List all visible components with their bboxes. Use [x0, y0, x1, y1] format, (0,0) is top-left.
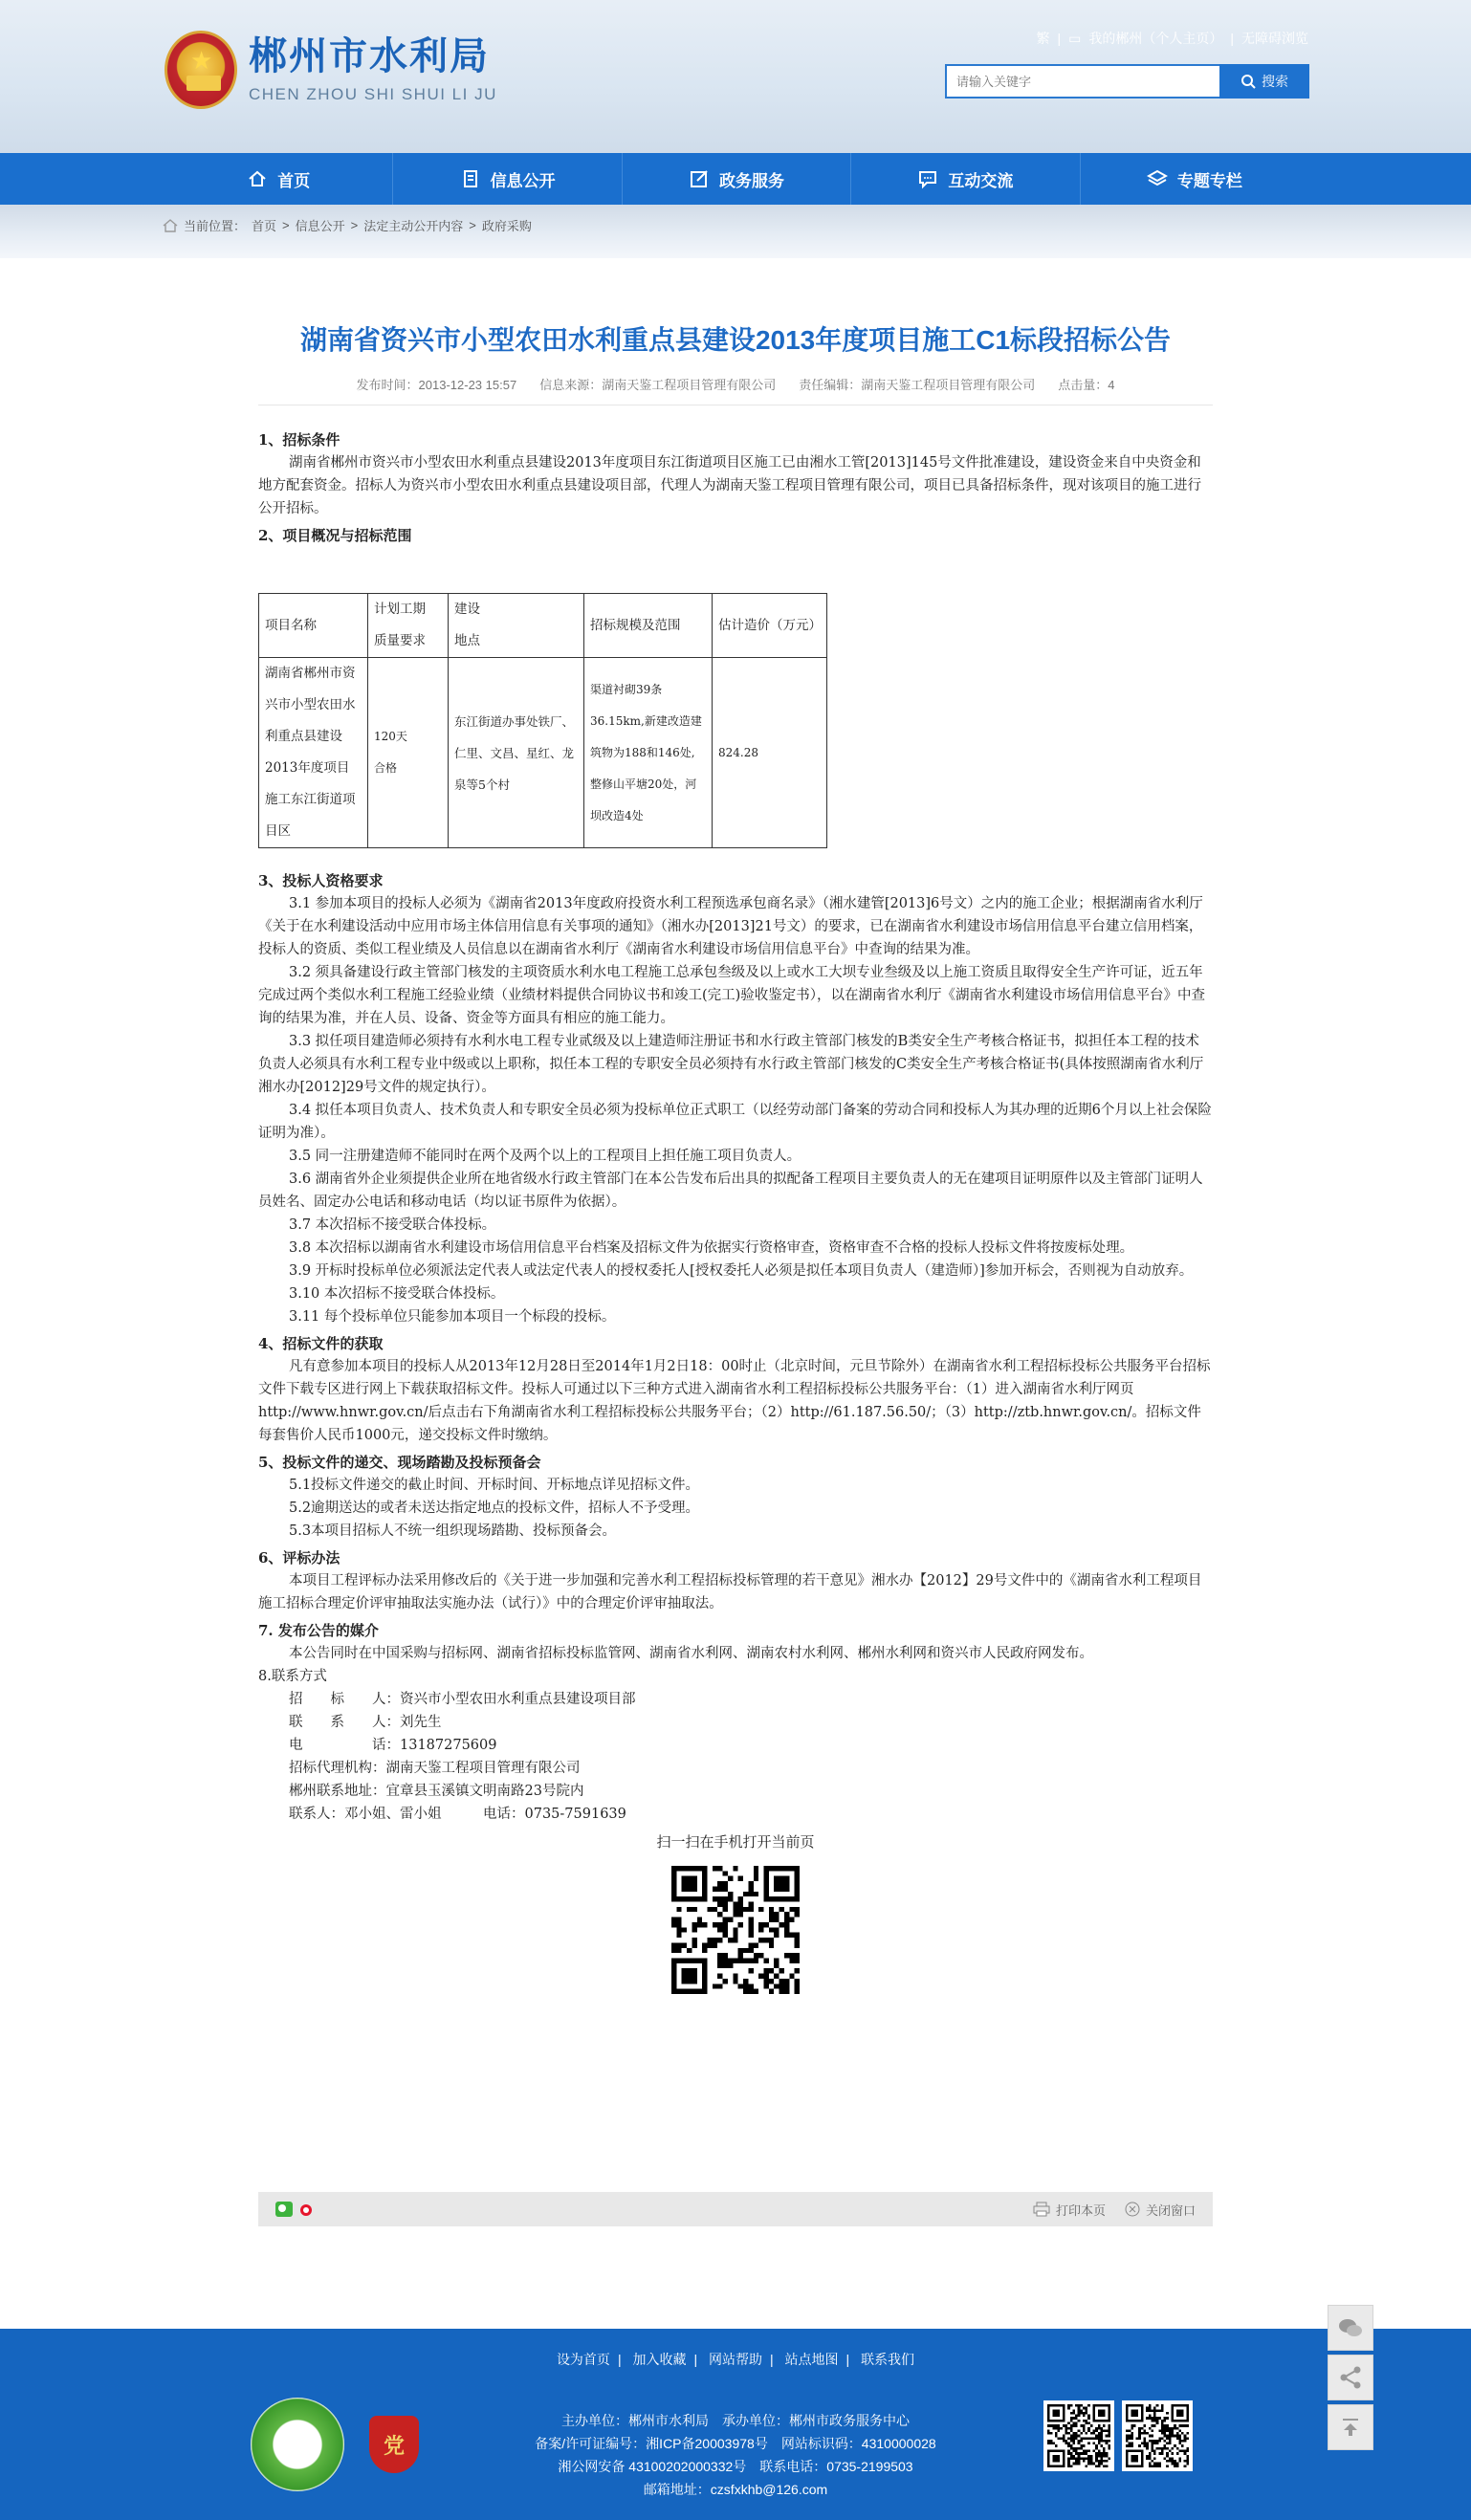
close-icon [1125, 2202, 1140, 2217]
paragraph: 3.7 本次招标不接受联合体投标。 [289, 1217, 496, 1233]
paragraph: 3.8 本次招标以湖南省水利建设市场信用信息平台档案及招标文件为依据实行资格审查，资格审查不合格的投标人投标文件将按废标处理。 [289, 1240, 1134, 1256]
toolbar-actions [1033, 2201, 1196, 2219]
breadcrumb-link-procurement[interactable]: 政府采购 [481, 219, 532, 233]
print-label: 打印本页 [1055, 2202, 1106, 2218]
breadcrumb [163, 216, 532, 234]
breadcrumb-link-legal[interactable]: 法定主动公开内容 [363, 219, 464, 233]
close-window-button[interactable] [1125, 2201, 1196, 2219]
document-icon [460, 168, 481, 189]
national-emblem-icon: ★ [165, 31, 237, 109]
section-heading: 5、投标文件的递交、现场踏勘及投标预备会 [258, 1454, 541, 1471]
article-title: 湖南省资兴市小型农田水利重点县建设2013年度项目施工C1标段招标公告 [299, 325, 1172, 355]
footer-link-homepage[interactable]: 设为首页 [556, 2352, 610, 2367]
qr-label: 扫一扫在手机打开当前页 [656, 1834, 815, 1851]
section-heading: 6、评标办法 [258, 1549, 340, 1567]
site-name [249, 35, 497, 104]
table-header-row [259, 594, 827, 658]
section-heading: 4、招标文件的获取 [258, 1335, 384, 1352]
traditional-chinese-link[interactable]: 繁 [1036, 31, 1050, 46]
footer-qr-codes [1043, 2400, 1193, 2471]
contact-line: 郴州联系地址：宜章县玉溪镇文明南路23号院内 [289, 1784, 584, 1799]
edit-icon [689, 168, 710, 189]
home-icon [247, 168, 268, 189]
qr-code-image [671, 1866, 800, 1994]
wechat-icon [1337, 2316, 1364, 2339]
breadcrumb-prefix: 当前位置： [184, 219, 247, 233]
footer-email: 邮箱地址：czsfxkhb@126.com [643, 2482, 828, 2497]
home-icon [163, 219, 178, 232]
paragraph: 3.3 拟任项目建造师必须持有水利水电工程专业贰级及以上建造师注册证书和水行政主管部门核发的B类安全生产考核合格证书，拟担任本工程的技术负责人必须具有水利工程专业中级或以上职称，拟任本工程的专职安全员必须持有水行政主管部门核发的C类安全生产考核合格证书(具体按照湖南省水利厅湘水办[2012]29号文件的规定执行）。 [258, 1034, 1204, 1095]
side-float-bar [1328, 2305, 1373, 2454]
view-count: 点击量：4 [1058, 378, 1115, 392]
breadcrumb-separator: > [282, 218, 290, 232]
layers-icon [1147, 168, 1168, 189]
footer-icp: 备案/许可证编号：湘ICP备20003978号 网站标识码：4310000028 [535, 2436, 936, 2451]
nav-item-special-topics[interactable] [1081, 153, 1308, 205]
wechat-qr-code-image [1043, 2400, 1114, 2471]
contact-line: 招 标 人：资兴市小型农田水利重点县建设项目部 [289, 1692, 636, 1707]
section-heading: 8.联系方式 [258, 1669, 327, 1684]
weibo-qr-code-image [1122, 2400, 1193, 2471]
nav-item-interaction[interactable] [851, 153, 1080, 205]
project-table [258, 593, 827, 848]
print-button[interactable] [1033, 2201, 1106, 2219]
section-heading: 3、投标人资格要求 [258, 872, 384, 889]
paragraph: 5.1投标文件递交的截止时间、开标时间、开标地点详见招标文件。 [289, 1478, 700, 1493]
site-name-cn: 郴州市水利局 [249, 35, 490, 77]
close-label: 关闭窗口 [1145, 2202, 1196, 2218]
footer-link-sitemap[interactable]: 站点地图 [784, 2352, 839, 2367]
table-cell: 120天 合格 [368, 658, 449, 848]
weibo-icon[interactable] [298, 2202, 314, 2217]
paragraph: 湖南省郴州市资兴市小型农田水利重点县建设2013年度项目东江街道项目区施工已由湘水工管[2013]145号文件批准建设，建设资金来自中央资金和地方配套资金。招标人为资兴市小型农田水利重点县建设项目部，代理人为湖南天鉴工程项目管理有限公司，项目已具备招标条件，现对该项目的施工进行公开招标。 [258, 455, 1201, 516]
paragraph: 5.2逾期送达的或者未送达指定地点的投标文件，招标人不予受理。 [289, 1501, 700, 1516]
footer-link-favorite[interactable]: 加入收藏 [632, 2352, 687, 2367]
info-source: 信息来源：湖南天鉴工程项目管理有限公司 [539, 378, 777, 392]
footer-sponsor: 主办单位：郴州市水利局 承办单位：郴州市政务服务中心 [561, 2413, 910, 2428]
article [258, 258, 1213, 1994]
breadcrumb-link-info[interactable]: 信息公开 [295, 219, 345, 233]
table-cell: 东江街道办事处铁厂、仁里、文昌、星红、龙泉等5个村 [449, 658, 584, 848]
site-name-en: CHEN ZHOU SHI SHUI LI JU [249, 85, 497, 103]
paragraph: 5.3本项目招标人不统一组织现场踏勘、投标预备会。 [289, 1523, 617, 1539]
table-header-cell: 估计造价（万元） [713, 594, 827, 658]
nav-item-label: 信息公开 [490, 171, 556, 190]
table-cell: 渠道衬砌39条36.15km,新建改造建筑物为188和146处,整修山平塘20处，河坝改造4处 [584, 658, 713, 848]
site-logo[interactable] [165, 31, 497, 109]
nav-item-gov-services[interactable] [623, 153, 851, 205]
search-icon [1240, 74, 1256, 89]
search-input[interactable] [945, 64, 1219, 99]
section-heading: 1、招标条件 [258, 431, 340, 449]
footer-links: 设为首页 | 加入收藏 | 网站帮助 | 站点地图 | 联系我们 [556, 2352, 915, 2367]
search-button-label: 搜索 [1262, 74, 1288, 89]
back-to-top-button[interactable] [1328, 2404, 1373, 2450]
paragraph: 本公告同时在中国采购与招标网、湖南省招标投标监管网、湖南省水利网、湖南农村水利网、郴州水利网和资兴市人民政府网发布。 [289, 1646, 1093, 1661]
paragraph: 3.9 开标时投标单位必须派法定代表人或法定代表人的授权委托人[授权委托人必须是拟任本项目负责人（建造师）]参加开标会，否则视为自动放弃。 [289, 1263, 1194, 1279]
site-header [0, 0, 1471, 153]
footer-link-help[interactable]: 网站帮助 [709, 2352, 762, 2367]
paragraph: 本项目工程评标办法采用修改后的《关于进一步加强和完善水利工程招标投标管理的若干意见》湘水办【2012】29号文件中的《湖南省水利工程项目施工招标合理定价评审抽取法实施办法（试行）》中的合理定价评审抽取法。 [258, 1573, 1202, 1611]
breadcrumb-separator: > [350, 218, 359, 232]
nav-item-label: 互动交流 [948, 171, 1014, 190]
share-icons [275, 2202, 314, 2217]
table-header-cell: 项目名称 [259, 594, 368, 658]
share-icon [1338, 2365, 1363, 2390]
footer-info [0, 2409, 1471, 2501]
contact-line: 联 系 人：刘先生 [289, 1715, 442, 1730]
wechat-float-button[interactable] [1328, 2305, 1373, 2351]
publish-time: 发布时间：2013-12-23 15:57 [356, 378, 517, 392]
nav-item-label: 首页 [277, 171, 311, 190]
footer-link-contact[interactable]: 联系我们 [861, 2352, 915, 2367]
wechat-icon[interactable] [275, 2202, 293, 2217]
footer-police: 湘公网安备 43100202000332号 联系电话：0735-2199503 [558, 2459, 913, 2474]
qr-area [258, 1831, 1213, 1994]
contact-line: 联系人：邓小姐、雷小姐 电话：0735-7591639 [289, 1807, 626, 1822]
site-footer [0, 2329, 1471, 2520]
nav-item-label: 专题专栏 [1176, 171, 1242, 190]
section-heading: 2、项目概况与招标范围 [258, 527, 412, 544]
responsible-editor: 责任编辑：湖南天鉴工程项目管理有限公司 [799, 378, 1036, 392]
section-heading: 7. 发布公告的媒介 [258, 1622, 379, 1639]
contact-line: 招标代理机构：湖南天鉴工程项目管理有限公司 [289, 1761, 581, 1776]
paragraph: 3.10 本次招标不接受联合体投标。 [289, 1286, 505, 1302]
paragraph: 3.4 拟任本项目负责人、技术负责人和专职安全员必须为投标单位正式职工（以经劳动部门备案的劳动合同和投标人为其办理的近期6个月以上社会保险证明为准）。 [258, 1103, 1212, 1141]
search-bar [945, 64, 1309, 99]
breadcrumb-separator: > [469, 218, 476, 232]
nav-item-info-disclosure[interactable] [393, 153, 622, 205]
breadcrumb-link-home[interactable]: 首页 [252, 219, 277, 233]
top-links [1036, 29, 1308, 48]
paragraph: 3.5 同一注册建造师不能同时在两个及两个以上的工程项目上担任施工项目负责人。 [289, 1149, 801, 1164]
nav-item-label: 政务服务 [719, 171, 785, 190]
paragraph: 3.2 须具备建设行政主管部门核发的主项资质水利水电工程施工总承包叁级及以上或水工大坝专业叁级及以上施工资质且取得安全生产许可证，近五年完成过两个类似水利工程施工经验业绩（业绩材料提供合同协议书和竣工(完工)验收鉴定书），以在湖南省水利厅《湖南省水利建设市场信用信息平台》中查询的结果为准，并在人员、设备、资金等方面具有相应的施工能力。 [258, 965, 1206, 1026]
divider: | [1057, 31, 1062, 46]
chat-icon [917, 168, 938, 189]
table-header-cell: 建设 地点 [449, 594, 584, 658]
divider: | [1230, 31, 1234, 46]
table-cell: 824.28 [713, 658, 827, 848]
article-toolbar [258, 2192, 1213, 2226]
table-cell: 湖南省郴州市资兴市小型农田水利重点县建设2013年度项目施工东江街道项目区 [259, 658, 368, 848]
monitor-icon: ▭ [1068, 30, 1082, 46]
table-header-cell: 招标规模及范围 [584, 594, 713, 658]
accessibility-link[interactable]: 无障碍浏览 [1241, 31, 1308, 46]
main-nav [0, 153, 1471, 205]
printer-icon [1033, 2202, 1050, 2217]
paragraph: 3.1 参加本项目的投标人必须为《湖南省2013年度政府投资水利工程预选承包商名录》（湘水建管[2013]6号文）之内的施工企业；根据湖南省水利厅《关于在水利建设活动中应用市场主体信用信息有关事项的通知》（湘水办[2013]21号文）的要求，已在湖南省水利建设市场信用信息平台建立信用档案，投标人的资质、类似工程业绩及人员信息以在湖南省水利厅《湖南省水利建设市场信用信息平台》中查询的结果为准。 [258, 896, 1203, 957]
article-meta [258, 375, 1213, 405]
share-float-button[interactable] [1328, 2355, 1373, 2400]
paragraph: 3.11 每个投标单位只能参加本项目一个标段的投标。 [289, 1309, 616, 1325]
my-chenzhou-link[interactable]: 我的郴州（个人主页） [1088, 31, 1223, 46]
arrow-up-icon [1339, 2416, 1362, 2439]
party-org-badge-icon[interactable]: 党 [369, 2416, 419, 2473]
search-button[interactable] [1219, 64, 1309, 99]
table-header-cell: 计划工期 质量要求 [368, 594, 449, 658]
contact-line: 电 话：13187275609 [289, 1738, 497, 1753]
article-body [258, 428, 1213, 1994]
paragraph: 3.6 湖南省外企业须提供企业所在地省级水行政主管部门在本公告发布后出具的拟配备工程项目主要负责人的无在建项目证明原件以及主管部门证明人员姓名、固定办公电话和移动电话（均以证书原件为依据）。 [258, 1172, 1203, 1210]
table-row [259, 658, 827, 848]
paragraph: 凡有意参加本项目的投标人从2013年12月28日至2014年1月2日18：00时止（北京时间，元旦节除外）在湖南省水利工程招标投标公共服务平台招标文件下载专区进行网上下载获取招标文件。投标人可通过以下三种方式进入湖南省水利工程招标投标公共服务平台：（1）进入湖南省水利厅网页http://www.hnwr.gov.cn/后点击右下角湖南省水利工程招标投标公共服务平台；（2）http://61.187.56.50/；（3）http://ztb.hnwr.gov.cn/。招标文件每套售价人民币1000元，递交投标文件时缴纳。 [258, 1359, 1211, 1443]
nav-item-home[interactable] [165, 153, 393, 205]
